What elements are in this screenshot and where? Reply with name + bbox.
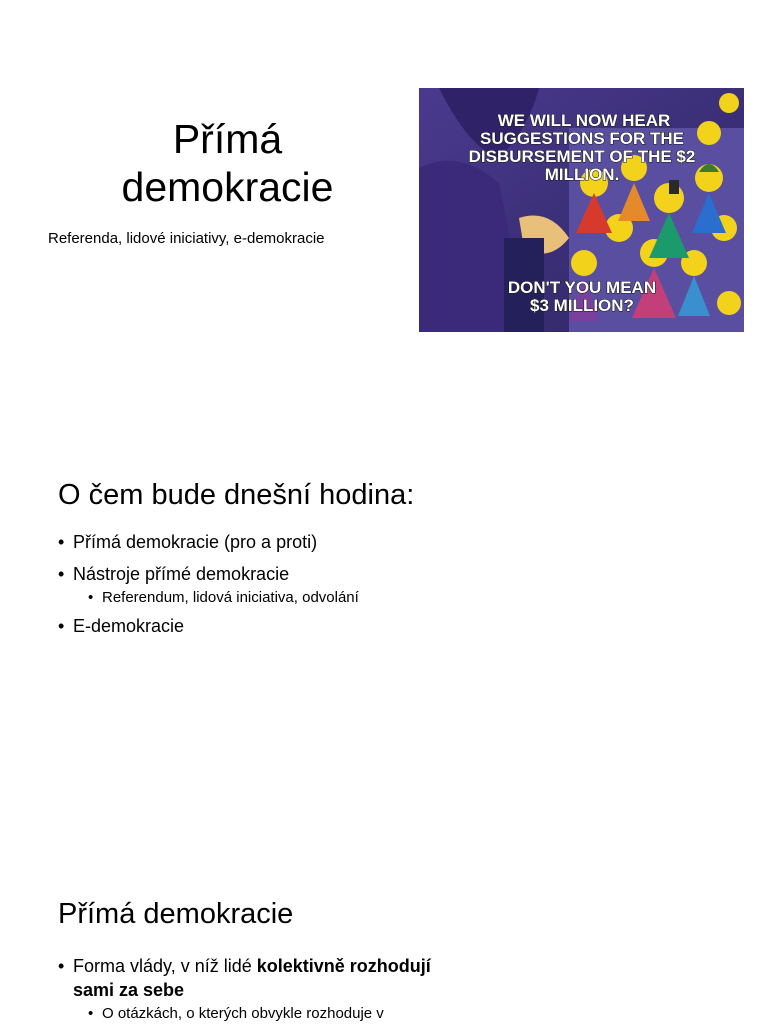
- definition-text: Forma vlády, v níž lidé: [73, 956, 257, 976]
- agenda-item: • E-demokracie: [58, 614, 498, 638]
- definition-item: [58, 954, 498, 1002]
- agenda-item: • Nástroje přímé demokracie: [58, 562, 498, 586]
- meme-top-line-3: DISBURSEMENT OF THE $2: [468, 147, 696, 166]
- slide-subtitle: Referenda, lidové iniciativy, e-demokracie: [48, 230, 325, 247]
- slide-agenda: [0, 455, 768, 855]
- title-line-2: demokracie: [121, 164, 334, 210]
- definition-emphasis: kolektivně rozhodují: [256, 956, 431, 976]
- definition-sub-item: • O otázkách, o kterých obvykle rozhoduje v: [58, 1004, 498, 1024]
- title-line-1: Přímá: [172, 116, 283, 162]
- direct-democracy-list: [58, 954, 498, 1030]
- slide-title-heading: [100, 115, 355, 211]
- meme-image: [419, 88, 744, 332]
- slide-direct-democracy: [0, 870, 768, 1024]
- direct-democracy-title: Přímá demokracie: [58, 898, 294, 930]
- meme-bottom-line-1: DON'T YOU MEAN: [507, 278, 657, 297]
- agenda-item: • Přímá demokracie (pro a proti): [58, 530, 498, 554]
- meme-top-line-2: SUGGESTIONS FOR THE: [479, 129, 685, 148]
- meme-top-line-1: WE WILL NOW HEAR: [497, 111, 671, 130]
- definition-emphasis: sami za sebe: [73, 980, 185, 1000]
- slide-title: [0, 0, 768, 400]
- agenda-title: O čem bude dnešní hodina:: [58, 479, 415, 511]
- agenda-sub-item: • Referendum, lidová iniciativa, odvolání: [58, 588, 498, 608]
- agenda-list: [58, 530, 498, 646]
- meme-top-line-4: MILLION.: [544, 165, 620, 184]
- meme-bottom-line-2: $3 MILLION?: [530, 296, 634, 315]
